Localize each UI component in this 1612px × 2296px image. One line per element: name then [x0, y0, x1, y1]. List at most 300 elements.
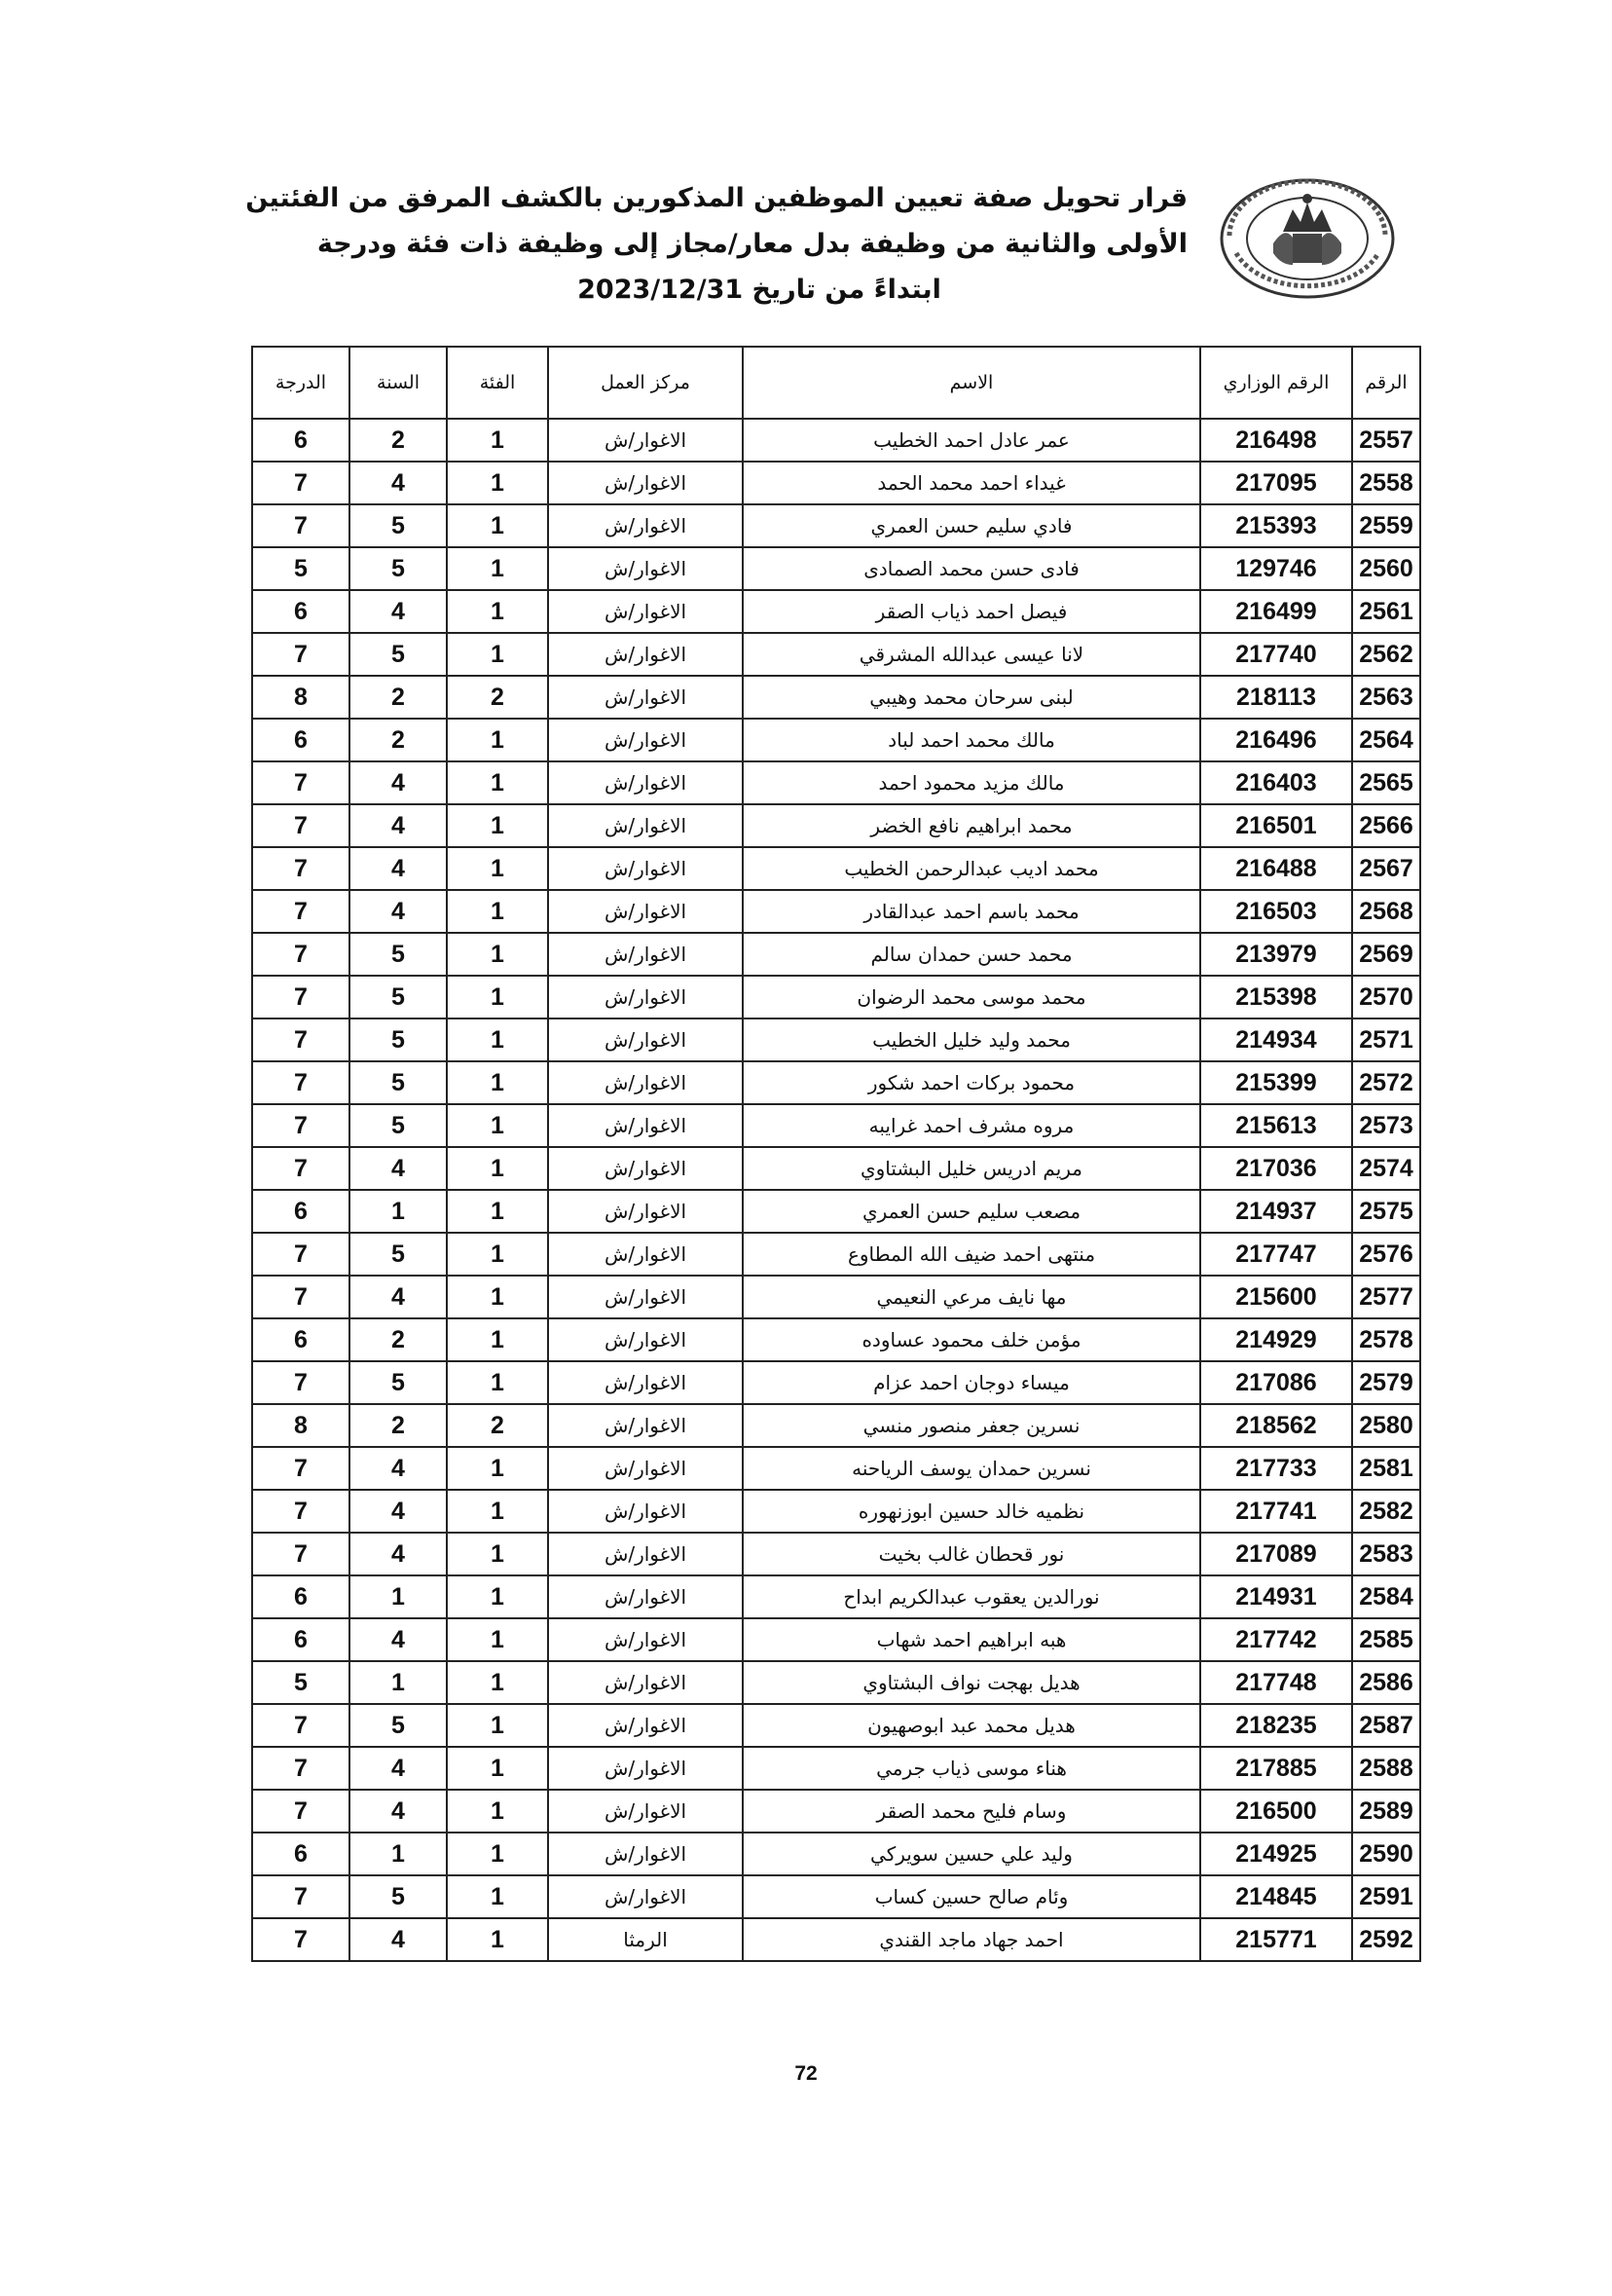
cell-work-center: الاغوار/ش [548, 1276, 743, 1318]
cell-grade: 7 [252, 1918, 349, 1961]
cell-year: 2 [349, 676, 447, 719]
cell-serial: 2591 [1352, 1875, 1420, 1918]
table-row [252, 1018, 1420, 1061]
cell-year: 5 [349, 933, 447, 976]
cell-year: 2 [349, 1318, 447, 1361]
cell-year: 4 [349, 761, 447, 804]
table-row [252, 1618, 1420, 1661]
cell-work-center: الاغوار/ش [548, 1875, 743, 1918]
table-row [252, 504, 1420, 547]
table-row [252, 462, 1420, 504]
cell-category: 1 [447, 1575, 548, 1618]
header-grade: الدرجة [252, 347, 349, 419]
cell-name: ميساء دوجان احمد عزام [743, 1361, 1200, 1404]
cell-name: محمد ابراهيم نافع الخضر [743, 804, 1200, 847]
cell-work-center: الاغوار/ش [548, 1147, 743, 1190]
cell-serial: 2559 [1352, 504, 1420, 547]
cell-ministry-number: 129746 [1200, 547, 1352, 590]
cell-serial: 2590 [1352, 1833, 1420, 1875]
cell-serial: 2584 [1352, 1575, 1420, 1618]
header-serial: الرقم [1352, 347, 1420, 419]
table-row [252, 1404, 1420, 1447]
table-row [252, 419, 1420, 462]
cell-name: محمد موسى محمد الرضوان [743, 976, 1200, 1018]
cell-grade: 6 [252, 719, 349, 761]
cell-category: 1 [447, 1833, 548, 1875]
cell-ministry-number: 217742 [1200, 1618, 1352, 1661]
cell-category: 1 [447, 633, 548, 676]
cell-name: محمد وليد خليل الخطيب [743, 1018, 1200, 1061]
cell-grade: 7 [252, 1018, 349, 1061]
cell-year: 1 [349, 1190, 447, 1233]
header-ministry-number: الرقم الوزاري [1200, 347, 1352, 419]
cell-year: 5 [349, 1361, 447, 1404]
cell-serial: 2571 [1352, 1018, 1420, 1061]
cell-category: 1 [447, 761, 548, 804]
cell-year: 4 [349, 1533, 447, 1575]
cell-category: 1 [447, 1790, 548, 1833]
cell-name: نورالدين يعقوب عبدالكريم ابداح [743, 1575, 1200, 1618]
cell-year: 5 [349, 504, 447, 547]
cell-year: 5 [349, 1704, 447, 1747]
cell-grade: 7 [252, 633, 349, 676]
table-row [252, 719, 1420, 761]
table-row [252, 976, 1420, 1018]
cell-year: 4 [349, 1447, 447, 1490]
title-line: قرار تحويل صفة تعيين الموظفين المذكورين بالكشف المرفق من الفئتين [245, 183, 1188, 213]
table-row [252, 1104, 1420, 1147]
cell-category: 1 [447, 547, 548, 590]
table-row [252, 847, 1420, 890]
cell-grade: 7 [252, 804, 349, 847]
cell-work-center: الاغوار/ش [548, 1233, 743, 1276]
table-row [252, 1575, 1420, 1618]
cell-category: 2 [447, 676, 548, 719]
cell-category: 1 [447, 1147, 548, 1190]
cell-year: 1 [349, 1575, 447, 1618]
table-body [252, 419, 1420, 1961]
table-row [252, 1447, 1420, 1490]
cell-ministry-number: 214845 [1200, 1875, 1352, 1918]
page-number: 72 [794, 2062, 818, 2085]
cell-serial: 2588 [1352, 1747, 1420, 1790]
cell-name: مصعب سليم حسن العمري [743, 1190, 1200, 1233]
cell-work-center: الاغوار/ش [548, 1618, 743, 1661]
cell-category: 1 [447, 1361, 548, 1404]
cell-category: 1 [447, 1318, 548, 1361]
cell-year: 4 [349, 890, 447, 933]
cell-year: 5 [349, 633, 447, 676]
table-row [252, 1875, 1420, 1918]
cell-category: 1 [447, 719, 548, 761]
table-row [252, 1061, 1420, 1104]
cell-serial: 2583 [1352, 1533, 1420, 1575]
cell-ministry-number: 217733 [1200, 1447, 1352, 1490]
cell-name: هديل محمد عبد ابوصهيون [743, 1704, 1200, 1747]
cell-work-center: الاغوار/ش [548, 1018, 743, 1061]
cell-name: نسرين جعفر منصور منسي [743, 1404, 1200, 1447]
cell-work-center: الاغوار/ش [548, 504, 743, 547]
cell-year: 4 [349, 1747, 447, 1790]
cell-work-center: الاغوار/ش [548, 1190, 743, 1233]
cell-name: نور قحطان غالب بخيت [743, 1533, 1200, 1575]
cell-category: 1 [447, 1190, 548, 1233]
cell-grade: 7 [252, 1147, 349, 1190]
cell-serial: 2570 [1352, 976, 1420, 1018]
cell-ministry-number: 217089 [1200, 1533, 1352, 1575]
cell-name: مالك مزيد محمود احمد [743, 761, 1200, 804]
cell-name: مريم ادريس خليل البشتاوي [743, 1147, 1200, 1190]
cell-ministry-number: 216503 [1200, 890, 1352, 933]
table-row [252, 547, 1420, 590]
cell-grade: 7 [252, 1104, 349, 1147]
cell-grade: 6 [252, 1618, 349, 1661]
cell-year: 4 [349, 804, 447, 847]
cell-serial: 2582 [1352, 1490, 1420, 1533]
cell-serial: 2572 [1352, 1061, 1420, 1104]
cell-grade: 7 [252, 1704, 349, 1747]
cell-grade: 7 [252, 890, 349, 933]
cell-category: 1 [447, 847, 548, 890]
cell-category: 1 [447, 1447, 548, 1490]
cell-category: 1 [447, 1704, 548, 1747]
cell-grade: 7 [252, 976, 349, 1018]
ministry-seal-icon [1215, 175, 1400, 302]
cell-name: مها نايف مرعي النعيمي [743, 1276, 1200, 1318]
cell-category: 1 [447, 590, 548, 633]
cell-ministry-number: 215613 [1200, 1104, 1352, 1147]
cell-name: محمد اديب عبدالرحمن الخطيب [743, 847, 1200, 890]
cell-work-center: الاغوار/ش [548, 590, 743, 633]
cell-grade: 7 [252, 1447, 349, 1490]
table-row [252, 890, 1420, 933]
cell-work-center: الاغوار/ش [548, 547, 743, 590]
cell-category: 1 [447, 804, 548, 847]
cell-ministry-number: 215600 [1200, 1276, 1352, 1318]
cell-year: 4 [349, 1918, 447, 1961]
table-row [252, 1233, 1420, 1276]
table-row [252, 676, 1420, 719]
cell-work-center: الاغوار/ش [548, 419, 743, 462]
cell-grade: 7 [252, 1747, 349, 1790]
cell-category: 1 [447, 933, 548, 976]
cell-year: 4 [349, 1790, 447, 1833]
table-row [252, 933, 1420, 976]
cell-name: نظميه خالد حسين ابوزنهوره [743, 1490, 1200, 1533]
cell-year: 2 [349, 419, 447, 462]
cell-serial: 2564 [1352, 719, 1420, 761]
cell-year: 4 [349, 847, 447, 890]
cell-work-center: الاغوار/ش [548, 933, 743, 976]
table-row [252, 1276, 1420, 1318]
cell-serial: 2558 [1352, 462, 1420, 504]
cell-year: 4 [349, 1618, 447, 1661]
cell-ministry-number: 216499 [1200, 590, 1352, 633]
cell-grade: 7 [252, 1490, 349, 1533]
table-row [252, 1361, 1420, 1404]
cell-category: 1 [447, 1061, 548, 1104]
cell-grade: 6 [252, 419, 349, 462]
cell-category: 1 [447, 1747, 548, 1790]
cell-ministry-number: 217740 [1200, 633, 1352, 676]
cell-grade: 7 [252, 1533, 349, 1575]
cell-year: 1 [349, 1661, 447, 1704]
table-header-row [252, 347, 1420, 419]
cell-serial: 2565 [1352, 761, 1420, 804]
cell-work-center: الاغوار/ش [548, 1747, 743, 1790]
cell-name: محمد حسن حمدان سالم [743, 933, 1200, 976]
cell-year: 5 [349, 976, 447, 1018]
cell-work-center: الاغوار/ش [548, 1318, 743, 1361]
cell-serial: 2560 [1352, 547, 1420, 590]
cell-serial: 2563 [1352, 676, 1420, 719]
cell-name: هديل بهجت نواف البشتاوي [743, 1661, 1200, 1704]
cell-name: هناء موسى ذياب جرمي [743, 1747, 1200, 1790]
cell-work-center: الاغوار/ش [548, 1790, 743, 1833]
cell-grade: 7 [252, 1233, 349, 1276]
cell-work-center: الاغوار/ش [548, 1833, 743, 1875]
cell-work-center: الاغوار/ش [548, 847, 743, 890]
cell-ministry-number: 217741 [1200, 1490, 1352, 1533]
cell-work-center: الاغوار/ش [548, 1104, 743, 1147]
cell-ministry-number: 217747 [1200, 1233, 1352, 1276]
cell-grade: 7 [252, 462, 349, 504]
cell-ministry-number: 216403 [1200, 761, 1352, 804]
cell-category: 1 [447, 1104, 548, 1147]
table-row [252, 761, 1420, 804]
cell-category: 1 [447, 1875, 548, 1918]
cell-name: فادى حسن محمد الصمادى [743, 547, 1200, 590]
cell-year: 4 [349, 590, 447, 633]
cell-grade: 7 [252, 847, 349, 890]
cell-year: 5 [349, 1233, 447, 1276]
cell-grade: 6 [252, 1318, 349, 1361]
cell-category: 1 [447, 1533, 548, 1575]
cell-serial: 2561 [1352, 590, 1420, 633]
cell-grade: 5 [252, 1661, 349, 1704]
cell-name: غيداء احمد محمد الحمد [743, 462, 1200, 504]
cell-name: محمود بركات احمد شكور [743, 1061, 1200, 1104]
cell-year: 5 [349, 1061, 447, 1104]
employees-table [251, 346, 1421, 1962]
cell-serial: 2579 [1352, 1361, 1420, 1404]
cell-category: 1 [447, 1276, 548, 1318]
document-title [245, 175, 1188, 313]
cell-name: عمر عادل احمد الخطيب [743, 419, 1200, 462]
cell-name: وئام صالح حسين كساب [743, 1875, 1200, 1918]
cell-work-center: الرمثا [548, 1918, 743, 1961]
cell-category: 1 [447, 1490, 548, 1533]
table-row [252, 1833, 1420, 1875]
cell-grade: 7 [252, 1061, 349, 1104]
cell-name: مؤمن خلف محمود عساوده [743, 1318, 1200, 1361]
cell-ministry-number: 214937 [1200, 1190, 1352, 1233]
table-row [252, 1790, 1420, 1833]
cell-grade: 7 [252, 1276, 349, 1318]
cell-name: محمد باسم احمد عبدالقادر [743, 890, 1200, 933]
cell-ministry-number: 215393 [1200, 504, 1352, 547]
cell-work-center: الاغوار/ش [548, 1361, 743, 1404]
cell-work-center: الاغوار/ش [548, 633, 743, 676]
table-row [252, 1747, 1420, 1790]
cell-name: هبه ابراهيم احمد شهاب [743, 1618, 1200, 1661]
cell-grade: 7 [252, 504, 349, 547]
header-year: السنة [349, 347, 447, 419]
table-row [252, 1533, 1420, 1575]
cell-work-center: الاغوار/ش [548, 719, 743, 761]
cell-serial: 2589 [1352, 1790, 1420, 1833]
cell-serial: 2585 [1352, 1618, 1420, 1661]
cell-work-center: الاغوار/ش [548, 1533, 743, 1575]
cell-name: فيصل احمد ذياب الصقر [743, 590, 1200, 633]
cell-category: 1 [447, 419, 548, 462]
header-name: الاسم [743, 347, 1200, 419]
cell-ministry-number: 217748 [1200, 1661, 1352, 1704]
cell-ministry-number: 218113 [1200, 676, 1352, 719]
cell-ministry-number: 217086 [1200, 1361, 1352, 1404]
cell-name: منتهى احمد ضيف الله المطاوع [743, 1233, 1200, 1276]
cell-category: 1 [447, 462, 548, 504]
cell-name: نسرين حمدان يوسف الرياحنه [743, 1447, 1200, 1490]
cell-work-center: الاغوار/ش [548, 1447, 743, 1490]
cell-ministry-number: 217095 [1200, 462, 1352, 504]
cell-serial: 2580 [1352, 1404, 1420, 1447]
title-line: الأولى والثانية من وظيفة بدل معار/مجاز إلى وظيفة ذات فئة ودرجة [316, 229, 1188, 259]
cell-year: 5 [349, 1018, 447, 1061]
cell-serial: 2567 [1352, 847, 1420, 890]
cell-serial: 2576 [1352, 1233, 1420, 1276]
cell-serial: 2574 [1352, 1147, 1420, 1190]
cell-work-center: الاغوار/ش [548, 761, 743, 804]
table-row [252, 1918, 1420, 1961]
cell-ministry-number: 216496 [1200, 719, 1352, 761]
cell-serial: 2577 [1352, 1276, 1420, 1318]
cell-name: فادي سليم حسن العمري [743, 504, 1200, 547]
header-work-center: مركز العمل [548, 347, 743, 419]
cell-serial: 2557 [1352, 419, 1420, 462]
cell-ministry-number: 214931 [1200, 1575, 1352, 1618]
cell-ministry-number: 216498 [1200, 419, 1352, 462]
cell-name: لانا عيسى عبدالله المشرقي [743, 633, 1200, 676]
cell-work-center: الاغوار/ش [548, 890, 743, 933]
cell-work-center: الاغوار/ش [548, 1575, 743, 1618]
cell-serial: 2569 [1352, 933, 1420, 976]
cell-serial: 2592 [1352, 1918, 1420, 1961]
cell-category: 1 [447, 890, 548, 933]
cell-year: 4 [349, 1490, 447, 1533]
table-row [252, 1661, 1420, 1704]
cell-year: 1 [349, 1833, 447, 1875]
table-row [252, 1318, 1420, 1361]
cell-grade: 8 [252, 676, 349, 719]
cell-grade: 6 [252, 1575, 349, 1618]
cell-year: 4 [349, 1276, 447, 1318]
cell-category: 1 [447, 504, 548, 547]
cell-serial: 2578 [1352, 1318, 1420, 1361]
cell-category: 1 [447, 976, 548, 1018]
cell-category: 1 [447, 1233, 548, 1276]
cell-grade: 7 [252, 1875, 349, 1918]
table-row [252, 1704, 1420, 1747]
cell-category: 1 [447, 1918, 548, 1961]
table-row [252, 804, 1420, 847]
table-row [252, 590, 1420, 633]
cell-name: وليد علي حسين سويركي [743, 1833, 1200, 1875]
cell-name: لبنى سرحان محمد وهيبي [743, 676, 1200, 719]
cell-ministry-number: 217036 [1200, 1147, 1352, 1190]
cell-grade: 6 [252, 1190, 349, 1233]
cell-ministry-number: 215399 [1200, 1061, 1352, 1104]
cell-work-center: الاغوار/ش [548, 1061, 743, 1104]
cell-serial: 2586 [1352, 1661, 1420, 1704]
cell-year: 5 [349, 1875, 447, 1918]
cell-grade: 6 [252, 590, 349, 633]
table-row [252, 1190, 1420, 1233]
cell-serial: 2575 [1352, 1190, 1420, 1233]
cell-serial: 2581 [1352, 1447, 1420, 1490]
cell-work-center: الاغوار/ش [548, 1404, 743, 1447]
cell-grade: 5 [252, 547, 349, 590]
cell-work-center: الاغوار/ش [548, 976, 743, 1018]
cell-ministry-number: 216488 [1200, 847, 1352, 890]
cell-year: 4 [349, 462, 447, 504]
cell-grade: 7 [252, 1361, 349, 1404]
cell-serial: 2562 [1352, 633, 1420, 676]
cell-category: 2 [447, 1404, 548, 1447]
cell-work-center: الاغوار/ش [548, 1490, 743, 1533]
cell-ministry-number: 213979 [1200, 933, 1352, 976]
table-row [252, 1147, 1420, 1190]
cell-grade: 6 [252, 1833, 349, 1875]
cell-grade: 7 [252, 1790, 349, 1833]
cell-serial: 2566 [1352, 804, 1420, 847]
header-category: الفئة [447, 347, 548, 419]
cell-work-center: الاغوار/ش [548, 462, 743, 504]
cell-serial: 2568 [1352, 890, 1420, 933]
cell-ministry-number: 215398 [1200, 976, 1352, 1018]
cell-name: وسام فليح محمد الصقر [743, 1790, 1200, 1833]
cell-category: 1 [447, 1018, 548, 1061]
cell-ministry-number: 218235 [1200, 1704, 1352, 1747]
cell-ministry-number: 218562 [1200, 1404, 1352, 1447]
cell-year: 2 [349, 719, 447, 761]
cell-work-center: الاغوار/ش [548, 804, 743, 847]
cell-category: 1 [447, 1661, 548, 1704]
table-row [252, 633, 1420, 676]
cell-ministry-number: 216501 [1200, 804, 1352, 847]
cell-name: مروه مشرف احمد غرايبه [743, 1104, 1200, 1147]
cell-ministry-number: 217885 [1200, 1747, 1352, 1790]
cell-year: 2 [349, 1404, 447, 1447]
cell-year: 5 [349, 1104, 447, 1147]
cell-name: مالك محمد احمد لباد [743, 719, 1200, 761]
cell-work-center: الاغوار/ش [548, 1661, 743, 1704]
cell-serial: 2573 [1352, 1104, 1420, 1147]
cell-grade: 7 [252, 933, 349, 976]
cell-ministry-number: 214929 [1200, 1318, 1352, 1361]
cell-ministry-number: 215771 [1200, 1918, 1352, 1961]
cell-serial: 2587 [1352, 1704, 1420, 1747]
cell-name: احمد جهاد ماجد القندي [743, 1918, 1200, 1961]
cell-year: 4 [349, 1147, 447, 1190]
cell-ministry-number: 216500 [1200, 1790, 1352, 1833]
cell-year: 5 [349, 547, 447, 590]
title-line-date: ابتداءً من تاريخ 2023/12/31 [577, 275, 941, 305]
table-row [252, 1490, 1420, 1533]
cell-work-center: الاغوار/ش [548, 676, 743, 719]
cell-ministry-number: 214934 [1200, 1018, 1352, 1061]
cell-grade: 7 [252, 761, 349, 804]
